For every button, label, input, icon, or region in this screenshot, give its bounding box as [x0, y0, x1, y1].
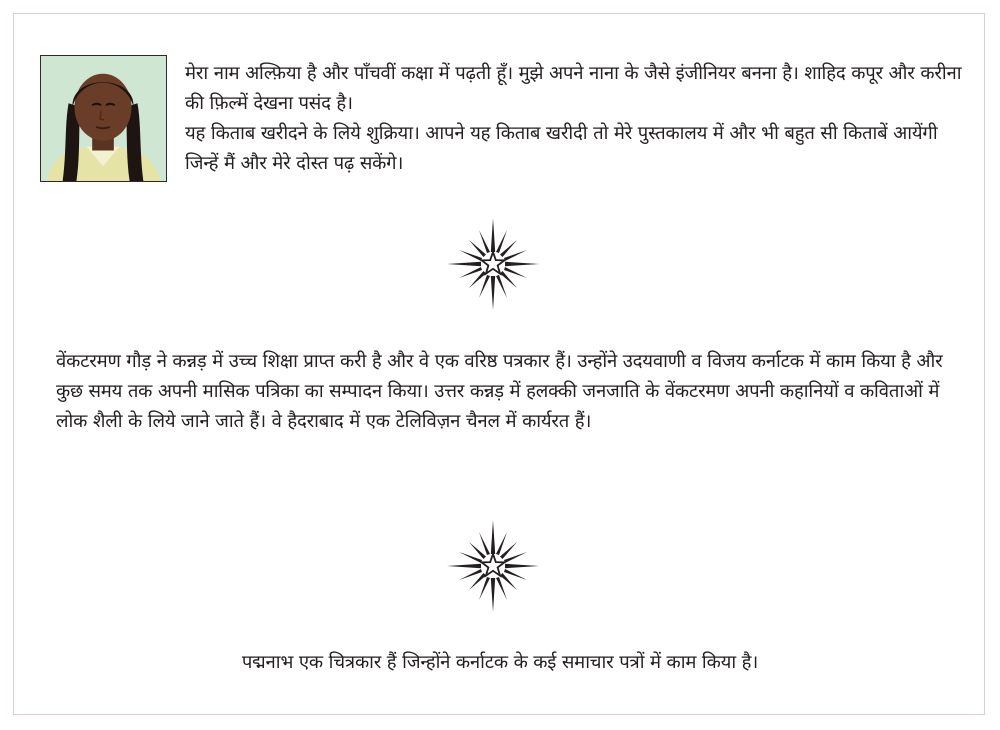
intro-line: मेरा नाम अल्फ़िया है और पाँचवीं कक्षा में पढ़ती हूँ। मुझे अपने नाना के जैसे इंजीनियर बनना है। शाहिद कपूर और करीना की फ़िल्में देखना पसंद है।	[185, 63, 962, 114]
profile-photo	[40, 55, 167, 182]
girl-portrait-icon	[41, 56, 166, 181]
introduction-text	[185, 59, 965, 179]
illustrator-bio: पद्मनाभ एक चित्रकार हैं जिन्होंने कर्नाटक के कई समाचार पत्रों में काम किया है।	[241, 652, 759, 673]
thanks-line: यह किताब खरीदने के लिये शुक्रिया। आपने यह किताब खरीदी तो मेरे पुस्तकालय में और भी बहुत सी किताबें आयेंगी जिन्हें मैं और मेरे दोस्त पढ़ सकेंगे।	[185, 123, 938, 174]
star-burst-icon	[445, 216, 541, 312]
author-bio-text: वेंकटरमण गौड़ ने कन्नड़ में उच्च शिक्षा प्राप्त करी है और वे एक वरिष्ठ पत्रकार हैं। उन्होंने उदयवाणी व विजय कर्नाटक में काम किया है और कुछ समय तक अपनी मासिक पत्रिका का सम्पादन किया। उत्तर कन्नड़ में हलक्की जनजाति के वेंकटरमण अपनी कहानियों व कविताओं में लोक शैली के लिये जाने जाते हैं। वे हैदराबाद में एक टेलिविज़न चैनल में कार्यरत हैं।	[56, 351, 943, 432]
author-bio	[56, 347, 946, 437]
star-burst-icon	[445, 518, 541, 614]
